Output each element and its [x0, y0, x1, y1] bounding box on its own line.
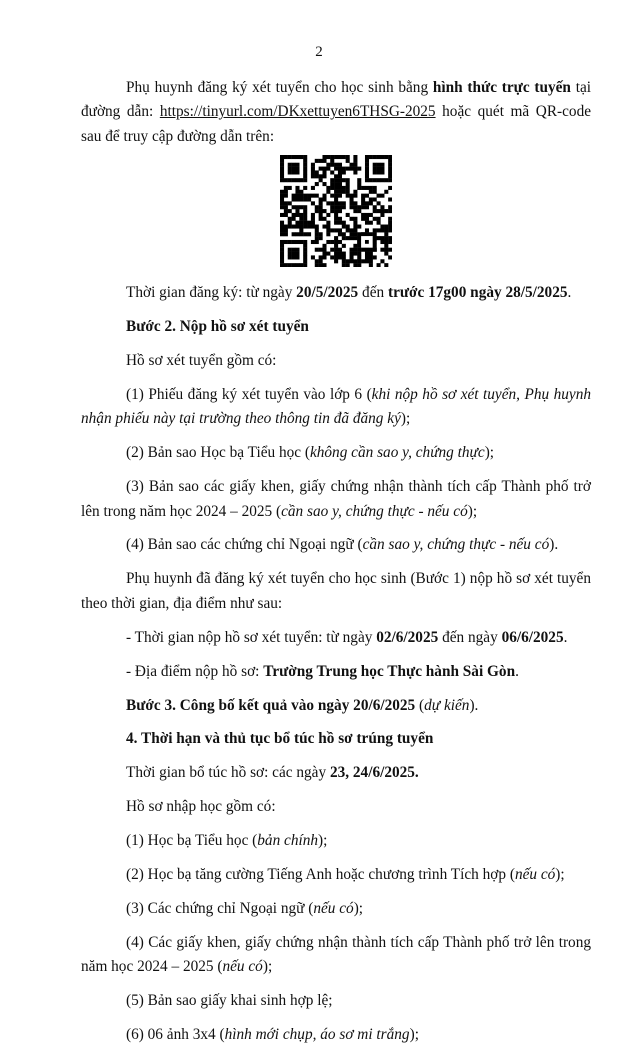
step2-submit-place: - Địa điểm nộp hồ sơ: Trường Trung học Thực hành Sài Gòn. — [126, 662, 519, 680]
section4-supplement-time: Thời gian bổ túc hồ sơ: các ngày 23, 24/6/2025. — [126, 764, 419, 782]
step2-submit-info: Phụ huynh đã đăng ký xét tuyển cho học sinh (Bước 1) nộp hồ sơ xét tuyển theo thời gian, địa điểm như sau: — [81, 570, 591, 612]
registration-link[interactable]: https://tinyurl.com/DKxettuyen6THSG-2025 — [159, 103, 436, 121]
section4-item-3: (3) Các chứng chỉ Ngoại ngữ (nếu có); — [126, 899, 364, 917]
section4-heading: 4. Thời hạn và thủ tục bổ túc hồ sơ trúng tuyển — [126, 730, 434, 748]
step2-item-4: (4) Bản sao các chứng chỉ Ngoại ngữ (cần sao y, chứng thực - nếu có). — [126, 536, 559, 554]
section4-item-5: (5) Bản sao giấy khai sinh hợp lệ; — [126, 992, 333, 1010]
qr-code-container — [81, 153, 591, 269]
section4-item-4: (4) Các giấy khen, giấy chứng nhận thành tích cấp Thành phố trở lên trong năm học 2024 – 2025 (nếu có); — [81, 933, 591, 976]
online-registration-paragraph: Phụ huynh đăng ký xét tuyển cho học sinh bằng hình thức trực tuyến tại đường dẫn: https://tinyurl.com/DKxettuyen6THSG-2025 hoặc quét mã QR-code sau để truy cập đường dẫn trên: — [81, 79, 592, 145]
step2-heading: Bước 2. Nộp hồ sơ xét tuyển — [126, 318, 309, 336]
document-body — [81, 76, 591, 1057]
section4-item-1: (1) Học bạ Tiểu học (bản chính); — [126, 832, 328, 850]
online-method-emphasis: hình thức trực tuyến — [432, 79, 571, 96]
step2-item-1: (1) Phiếu đăng ký xét tuyển vào lớp 6 (khi nộp hồ sơ xét tuyển, Phụ huynh nhận phiếu này tại trường theo thông tin đã đăng ký); — [81, 385, 591, 428]
section4-item-6: (6) 06 ảnh 3x4 (hình mới chụp, áo sơ mi trắng); — [126, 1026, 419, 1044]
section4-intro: Hồ sơ nhập học gồm có: — [126, 798, 276, 816]
page-number: 2 — [315, 44, 323, 60]
section4-item-2: (2) Học bạ tăng cường Tiếng Anh hoặc chương trình Tích hợp (nếu có); — [126, 866, 565, 884]
step2-item-3: (3) Bản sao các giấy khen, giấy chứng nhận thành tích cấp Thành phố trở lên trong năm học 2024 – 2025 (cần sao y, chứng thực - nếu có); — [81, 478, 591, 520]
step3-heading: Bước 3. Công bố kết quả vào ngày 20/6/2025 (dự kiến). — [126, 696, 479, 714]
step2-intro: Hồ sơ xét tuyển gồm có: — [126, 352, 277, 370]
registration-time: Thời gian đăng ký: từ ngày 20/5/2025 đến trước 17g00 ngày 28/5/2025. — [126, 284, 572, 302]
step2-item-2: (2) Bản sao Học bạ Tiểu học (không cần sao y, chứng thực); — [126, 444, 495, 462]
qr-code-icon[interactable] — [280, 155, 392, 267]
step2-submit-time: - Thời gian nộp hồ sơ xét tuyển: từ ngày 02/6/2025 đến ngày 06/6/2025. — [126, 628, 568, 646]
